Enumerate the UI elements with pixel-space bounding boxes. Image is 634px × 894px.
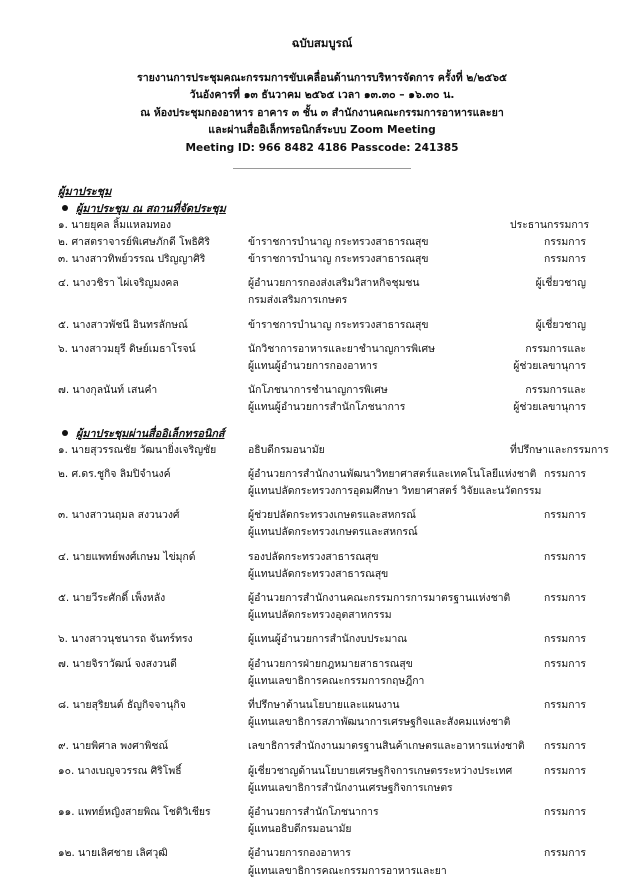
attendee-role: กรรมการและ bbox=[525, 342, 586, 355]
header-divider bbox=[233, 168, 411, 169]
attendee-row-continuation bbox=[58, 673, 586, 690]
onsite-heading-text: ผู้มาประชุม ณ สถานที่จัดประชุม bbox=[76, 201, 226, 215]
meeting-online: และผ่านสื่ออิเล็กทรอนิกส์ระบบ Zoom Meeting bbox=[208, 124, 436, 137]
attendee-role-extra: ผู้ช่วยเลขานุการ bbox=[513, 359, 586, 372]
attendee-row-continuation bbox=[58, 780, 586, 797]
attendee-role-extra bbox=[510, 483, 586, 500]
attendee-position: เลขาธิการสำนักงานมาตรฐานสินค้าเกษตรและอาหารแห่งชาติ bbox=[248, 740, 525, 753]
attendee-row bbox=[58, 382, 586, 399]
attendee-role: ประธานกรรมการ bbox=[510, 218, 590, 231]
attendee-row bbox=[58, 234, 586, 251]
attendee-role: กรรมการ bbox=[543, 847, 586, 860]
attendee-role: กรรมการ bbox=[543, 467, 586, 480]
attendee-name: ๖. นางสาวนุชนารถ จันทร์ทรง bbox=[58, 633, 193, 646]
attendee-row-continuation bbox=[58, 714, 586, 731]
attendee-row bbox=[58, 631, 586, 648]
attendee-position: ผู้อำนวยการกองอาหาร bbox=[248, 847, 351, 860]
attendee-position: ข้าราชการบำนาญ กระทรวงสาธารณสุข bbox=[248, 252, 429, 265]
attendee-row-continuation bbox=[58, 524, 586, 541]
attendee-row bbox=[58, 549, 586, 566]
attendee-position: ผู้ช่วยปลัดกระทรวงเกษตรและสหกรณ์ bbox=[248, 509, 416, 522]
attendee-position: นักโภชนาการชำนาญการพิเศษ bbox=[248, 384, 388, 397]
attendee-row bbox=[58, 763, 586, 780]
attendee-position-extra: ผู้แทนเลขาธิการคณะกรรมการกฤษฎีกา bbox=[248, 674, 425, 687]
attendee-row bbox=[58, 251, 586, 268]
attendee-row-continuation bbox=[58, 399, 586, 416]
document-header bbox=[58, 35, 586, 158]
online-heading bbox=[58, 425, 586, 442]
attendee-role-extra bbox=[510, 673, 586, 690]
attendee-row-continuation bbox=[58, 483, 586, 500]
attendee-position-extra: ผู้แทนปลัดกระทรวงการอุดมศึกษา วิทยาศาสตร์ วิจัยและนวัตกรรม bbox=[248, 485, 542, 497]
attendee-name: ๗. นางกุลนันท์ เสนคำ bbox=[58, 384, 158, 397]
attendee-name: ๗. นายจิราวัฒน์ จงสงวนดี bbox=[58, 657, 177, 670]
attendee-row bbox=[58, 590, 586, 607]
attendee-position-extra: ผู้แทนเลขาธิการคณะกรรมการอาหารและยา bbox=[248, 864, 447, 877]
attendee-row bbox=[58, 217, 590, 234]
attendee-position: นักวิชาการอาหารและยาชำนาญการพิเศษ bbox=[248, 342, 435, 355]
attendee-position-extra: ผู้แทนอธิบดีกรมอนามัย bbox=[248, 823, 352, 836]
attendee-position: ข้าราชการบำนาญ กระทรวงสาธารณสุข bbox=[248, 318, 429, 331]
attendee-role: กรรมการ bbox=[543, 806, 586, 819]
attendee-role-extra: ผู้ช่วยเลขานุการ bbox=[513, 401, 586, 414]
attendee-position: ผู้อำนวยการฝ่ายกฎหมายสาธารณสุข bbox=[248, 657, 413, 670]
attendee-name: ๘. นายสุริยนต์ ธัญกิจจานุกิจ bbox=[58, 699, 186, 712]
attendee-position: ผู้อำนวยการสำนักโภชนาการ bbox=[248, 806, 379, 819]
attendee-name: ๓. นางสาวนฤมล สงวนวงศ์ bbox=[58, 509, 180, 522]
attendee-name: ๖. นางสาวมยุรี ดิษย์เมธาโรจน์ bbox=[58, 342, 196, 355]
attendee-row bbox=[58, 656, 586, 673]
bullet-icon bbox=[62, 205, 68, 211]
attendee-role-extra bbox=[510, 863, 586, 880]
attendee-position-extra: ผู้แทนปลัดกระทรวงสาธารณสุข bbox=[248, 567, 389, 580]
attendee-role: ผู้เชี่ยวชาญ bbox=[535, 277, 586, 290]
attendee-position-extra: ผู้แทนผู้อำนวยการกองอาหาร bbox=[248, 359, 378, 372]
attendee-position: ผู้แทนผู้อำนวยการสำนักงบประมาณ bbox=[248, 633, 407, 646]
attendee-role: กรรมการ bbox=[543, 764, 586, 777]
copy-label: ฉบับสมบูรณ์ bbox=[291, 36, 353, 50]
attendee-role: กรรมการ bbox=[543, 235, 586, 248]
attendee-position-extra: ผู้แทนผู้อำนวยการสำนักโภชนาการ bbox=[248, 401, 406, 414]
attendee-position: ผู้อำนวยการสำนักงานคณะกรรมการการมาตรฐานแห่งชาติ bbox=[248, 592, 511, 605]
attendee-name: ๕. นายวีระศักดิ์ เพ็งหลัง bbox=[58, 592, 166, 605]
document-page bbox=[0, 35, 634, 894]
attendee-row bbox=[58, 466, 586, 483]
attendee-position: อธิบดีกรมอนามัย bbox=[248, 443, 325, 456]
attendee-role-extra bbox=[510, 292, 586, 309]
attendee-position: รองปลัดกระทรวงสาธารณสุข bbox=[248, 550, 379, 563]
attendee-role: กรรมการ bbox=[543, 550, 586, 563]
attendee-row-continuation bbox=[58, 821, 586, 838]
attendee-name: ๑๐. นางเบญจวรรณ ศิริโพธิ์ bbox=[58, 764, 182, 777]
meeting-title: รายงานการประชุมคณะกรรมการขับเคลื่อนด้านการบริหารจัดการ ครั้งที่ ๒/๒๕๖๕ bbox=[137, 71, 507, 84]
attendee-name: ๑๑. แพทย์หญิงสายพิณ โชติวิเชียร bbox=[58, 806, 211, 819]
attendee-position-extra: ผู้แทนปลัดกระทรวงอุตสาหกรรม bbox=[248, 609, 392, 622]
attendee-role: กรรมการ bbox=[543, 592, 586, 605]
attendee-role-extra bbox=[510, 607, 586, 624]
onsite-heading bbox=[58, 200, 586, 217]
onsite-attendee-list bbox=[58, 217, 590, 417]
attendee-role-extra bbox=[510, 821, 586, 838]
attendees-heading: ผู้มาประชุม bbox=[58, 184, 112, 198]
attendee-role: กรรมการ bbox=[543, 740, 586, 753]
attendee-row-continuation bbox=[58, 863, 586, 880]
attendee-row-continuation bbox=[58, 358, 586, 375]
attendee-name: ๓. นางสาวทิพย์วรรณ ปริญญาศิริ bbox=[58, 252, 206, 265]
attendee-row bbox=[58, 804, 586, 821]
attendee-role: กรรมการ bbox=[543, 657, 586, 670]
attendee-position: ผู้อำนวยการสำนักงานพัฒนาวิทยาศาสตร์และเทคโนโลยีแห่งชาติ bbox=[248, 467, 537, 480]
attendee-row-continuation bbox=[58, 607, 586, 624]
attendee-role: กรรมการ bbox=[543, 633, 586, 646]
attendee-role: กรรมการ bbox=[543, 699, 586, 712]
attendee-position-extra: กรมส่งเสริมการเกษตร bbox=[248, 294, 348, 307]
meeting-id: Meeting ID: 966 8482 4186 Passcode: 241385 bbox=[185, 141, 459, 154]
attendee-role: กรรมการและ bbox=[525, 384, 586, 397]
attendee-role-extra bbox=[510, 566, 586, 583]
attendee-role-extra bbox=[510, 524, 586, 541]
attendee-role-extra bbox=[510, 714, 586, 731]
attendee-name: ๔. นางวชิรา ไผ่เจริญมงคล bbox=[58, 277, 179, 290]
attendee-row bbox=[58, 341, 586, 358]
attendee-name: ๑. นายยุคล ลิ้มแหลมทอง bbox=[58, 218, 172, 231]
attendee-row-continuation bbox=[58, 566, 586, 583]
attendee-row bbox=[58, 442, 609, 459]
attendee-position-extra: ผู้แทนเลขาธิการสำนักงานเศรษฐกิจการเกษตร bbox=[248, 781, 453, 794]
attendee-name: ๑๒. นายเลิศชาย เลิศวุฒิ bbox=[58, 847, 168, 860]
attendee-name: ๕. นางสาวพัชนี อินทรลักษณ์ bbox=[58, 318, 188, 331]
attendee-position: ผู้อำนวยการกองส่งเสริมวิสาหกิจชุมชน bbox=[248, 277, 420, 290]
attendee-row-continuation bbox=[58, 292, 586, 309]
attendee-name: ๑. นายสุวรรณชัย วัฒนายิ่งเจริญชัย bbox=[58, 443, 217, 456]
attendee-row bbox=[58, 697, 586, 714]
attendee-row bbox=[58, 275, 586, 292]
attendee-position-extra: ผู้แทนปลัดกระทรวงเกษตรและสหกรณ์ bbox=[248, 526, 418, 539]
attendee-row bbox=[58, 845, 586, 862]
attendee-position: ที่ปรึกษาด้านนโยบายและแผนงาน bbox=[248, 699, 400, 712]
attendee-row bbox=[58, 317, 586, 334]
attendee-role: กรรมการ bbox=[543, 252, 586, 265]
online-attendee-list bbox=[58, 442, 609, 880]
attendee-position: ผู้เชี่ยวชาญด้านนโยบายเศรษฐกิจการเกษตรระหว่างประเทศ bbox=[248, 764, 513, 777]
meeting-venue: ณ ห้องประชุมกองอาหาร อาคาร ๓ ชั้น ๓ สำนักงานคณะกรรมการอาหารและยา bbox=[140, 106, 504, 119]
bullet-icon bbox=[62, 430, 68, 436]
attendee-position bbox=[248, 217, 510, 234]
attendee-name: ๔. นายแพทย์พงศ์เกษม ไข่มุกด์ bbox=[58, 550, 196, 563]
attendee-name: ๒. ศาสตราจารย์พิเศษภักดี โพธิศิริ bbox=[58, 235, 210, 248]
attendee-position-extra: ผู้แทนเลขาธิการสภาพัฒนาการเศรษฐกิจและสังคมแห่งชาติ bbox=[248, 716, 511, 729]
attendee-role-extra bbox=[510, 780, 586, 797]
attendee-name: ๙. นายพิศาล พงศาพิชณ์ bbox=[58, 740, 169, 753]
online-heading-text: ผู้มาประชุมผ่านสื่ออิเล็กทรอนิกส์ bbox=[76, 426, 225, 440]
attendee-row bbox=[58, 507, 586, 524]
attendee-role: ผู้เชี่ยวชาญ bbox=[535, 318, 586, 331]
meeting-date: วันอังคารที่ ๑๓ ธันวาคม ๒๕๖๕ เวลา ๑๓.๓๐ – ๑๖.๓๐ น. bbox=[189, 89, 455, 102]
attendee-role: กรรมการ bbox=[543, 509, 586, 522]
attendee-position: ข้าราชการบำนาญ กระทรวงสาธารณสุข bbox=[248, 235, 429, 248]
attendee-row bbox=[58, 738, 586, 755]
attendee-name: ๒. ศ.ดร.ชูกิจ ลิมปิจำนงค์ bbox=[58, 467, 171, 480]
attendee-role: ที่ปรึกษาและกรรมการ bbox=[510, 443, 609, 456]
